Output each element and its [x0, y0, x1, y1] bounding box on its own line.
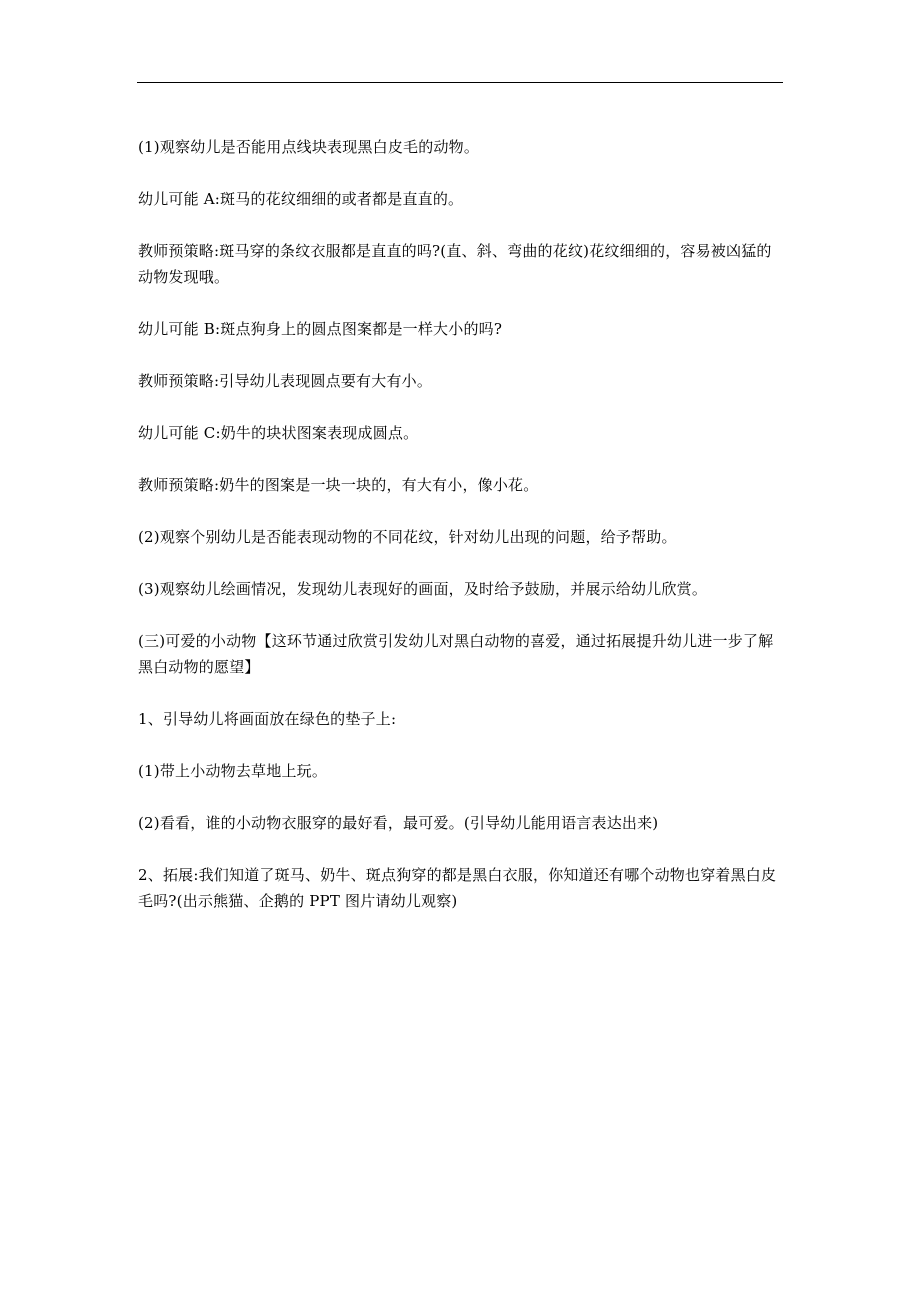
paragraph-teacher-a: 教师预策略:斑马穿的条纹衣服都是直直的吗?(直、斜、弯曲的花纹)花纹细细的，容易被凶猛的动物发现哦。 — [138, 242, 772, 286]
paragraph-step-1: 1、引导幼儿将画面放在绿色的垫子上: — [138, 710, 397, 728]
paragraph-teacher-c: 教师预策略:奶牛的图案是一块一块的，有大有小，像小花。 — [138, 476, 539, 494]
paragraph-observe-2: (2)观察个别幼儿是否能表现动物的不同花纹，针对幼儿出现的问题，给予帮助。 — [138, 528, 677, 546]
paragraph-child-c: 幼儿可能 C:奶牛的块状图案表现成圆点。 — [138, 424, 419, 442]
paragraph-teacher-b: 教师预策略:引导幼儿表现圆点要有大有小。 — [138, 372, 433, 390]
paragraph-observe-1: (1)观察幼儿是否能用点线块表现黑白皮毛的动物。 — [138, 138, 480, 156]
document-body — [138, 134, 784, 940]
paragraph-step-2: 2、拓展:我们知道了斑马、奶牛、斑点狗穿的都是黑白衣服，你知道还有哪个动物也穿着黑白皮毛吗?(出示熊猫、企鹅的 PPT 图片请幼儿观察) — [138, 866, 777, 910]
paragraph-child-b: 幼儿可能 B:斑点狗身上的圆点图案都是一样大小的吗? — [138, 320, 503, 338]
header-rule — [137, 82, 783, 83]
paragraph-child-a: 幼儿可能 A:斑马的花纹细细的或者都是直直的。 — [138, 190, 464, 208]
paragraph-step-1-2: (2)看看，谁的小动物衣服穿的最好看，最可爱。(引导幼儿能用语言表达出来) — [138, 814, 659, 832]
paragraph-observe-3: (3)观察幼儿绘画情况，发现幼儿表现好的画面，及时给予鼓励，并展示给幼儿欣赏。 — [138, 580, 708, 598]
section-heading-cute-animals: (三)可爱的小动物【这环节通过欣赏引发幼儿对黑白动物的喜爱，通过拓展提升幼儿进一步了解黑白动物的愿望】 — [138, 632, 774, 676]
paragraph-step-1-1: (1)带上小动物去草地上玩。 — [138, 762, 328, 780]
